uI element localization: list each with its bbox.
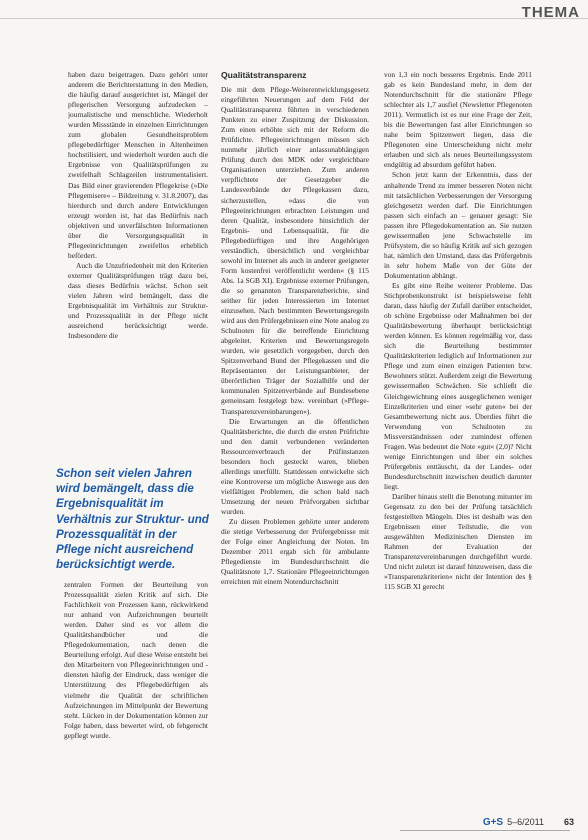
column-3 xyxy=(384,70,532,810)
paragraph: Die mit dem Pflege-Weiterentwicklungsgesetz eingeführten Neuerungen auf dem Feld der Qualitätstransparenz führten in verschiedenen Punkten zu einer Zuspitzung der Diskussion. Zum einen erhöhte sich mit der Reform die Prüfdichte. Pflegeeinrichtungen müssen sich nunmehr jährlich einer anlassunabhängigen Prüfung durch den MDK oder vergleichbare Organisationen unterziehen. Zum anderen verpflichtete der Gesetzgeber die Landesverbände der Pflegekassen dazu, sicherzustellen, »dass die von Pflegeeinrichtungen erbrachten Leistungen und deren Qualität, insbesondere hinsichtlich der Ergebnis- und Lebensqualität, für die Pflegebedürftigen und ihre Angehörigen verständlich, übersichtlich und vergleichbar sowohl im Internet als auch in anderer geeigneter Form kostenfrei veröffentlicht werden« (§ 115 Abs. 1a SGB XI). Ergebnisse externer Prüfungen, die so genannten Transparenzberichte, sind seither für jeden Interessierten im Internet einzusehen. Nach bestimmten Bewertungsregeln wird aus den Prüfergebnissen eine Note analog zu Schulnoten für die betreffende Einrichtung abgeleitet. Kriterien und Bewertungsregeln wurden, wie gesetzlich vorgegeben, durch den Spitzenverband Bund der Pflegekassen und die Repräsentanten der Leistungsanbieter, der überörtlichen Träger der Sozialhilfe und der kommunalen Spitzenverbände auf Bundesebene gemeinsam festgelegt bzw. vereinbart (»Pflege-Transparenzvereinbarungen«). xyxy=(221,85,369,416)
paragraph: haben dazu beigetragen. Dazu gehört unter anderem die Berichterstattung in den Medien, die häufig darauf ausgerichtet ist, Mängel der pflegerischen Versorgung aufzudecken – journalistische und menschliche. Wiederholt wurden Missstände in einzelnen Einrichtungen zum globalen Gesundheitsproblem pflegebedürftiger Menschen in Altenheimen hochstilisiert, und wiederholt wurden auch die Ergebnisse von Qualitätsprüfungen zu zweifelhaft Schlagzeilen instrumentalisiert. Das Bild einer gravierenden Pflegekrise (»Die Pflegemisere« – Bildzeitung v. 31.8.2007), das hierdurch und durch andere Entwicklungen erzeugt worden ist, hat das Bedürfnis nach objektiven und unverfälschten Informationen über die Versorgungsqualität in Pflegeeinrichtungen zweifellos erheblich befördert. xyxy=(68,70,208,260)
paragraph: zentralen Formen der Beurteilung von Prozessqualität zielen Kritik auf sich. Die Fachlichkeit von Prozessen kann, rückwirkend nur anhand von Aufzeichnungen beurteilt werden. Daher sind es vor allem die Qualitätshandbücher und die Pflegedokumentation, nach denen die Beurteilung erfolgt. Auf diese Weise entsteht bei den Mitarbeitern von Pflegeeinrichtungen und -diensten häufig der Eindruck, dass weniger die Unterstützung des Pflegebedürftigen als vielmehr die Qualität der schriftlichen Aufzeichnungen im Mittelpunkt der Bewertung steht. Lücken in der Dokumentation können zur Folge haben, dass bewertet wird, ob fehgerecht gepflegt wurde. xyxy=(64,580,208,740)
column-1-bottom xyxy=(64,580,208,820)
paragraph: Zu diesen Problemen gehörte unter anderem die stetige Verbesserung der Prüfergebnisse mit der Folge einer Angleichung der Noten. Im Dezember 2011 ergab sich für ambulante Pflegedienste im Bundesdurchschnitt die Qualitätsnote 1,7. Stationäre Pflegeeinrichtungen erreichten mit einem Notendurchschnitt xyxy=(221,517,369,587)
section-label: THEMA xyxy=(521,4,580,21)
paragraph: von 1,3 ein noch besseres Ergebnis. Ende 2011 gab es kein Bundesland mehr, in dem der Notendurchschnitt für die stationäre Pflege schlechter als 1,7 ausfiel (Newsletter Pflegenoten 2011). Vermutlich ist es nur eine Frage der Zeit, bis die Bewertungen fast aller Einrichtungen so nahe beim Spitzenwert liegen, dass die Pflegenoten eine Unterscheidung nicht mehr erlauben und sich als neues Beurteilungssystem endgültig ad absurdum geführt haben. xyxy=(384,70,532,170)
column-2 xyxy=(221,70,369,830)
page-number: 63 xyxy=(563,817,574,827)
page-footer xyxy=(483,817,574,828)
pull-quote: Schon seit vielen Jahren wird bemängelt, dass die Ergebnisqualität im Verhältnis zur Struktur- und Prozessqualität in der Pflege nicht ausreichend berücksichtigt werde. xyxy=(56,467,209,572)
paragraph: Es gibt eine Reihe weiterer Probleme. Das Stichprobenkonstrukt ist beispielsweise fehlt daran, dass häufig der Zufall darüber entscheidet, ob schöne Ergebnisse oder Maßnahmen bei der Qualitätsbewertung überhaupt berücksichtigt werden können. Es können regelmäßig vor, dass sich die Beurteilung bestimmter Qualitätskriterien lediglich auf Informationen zur Pflege und zum einen einzigen Patienten bzw. Bewohners stützt. Außerdem zeigt die Bewertung gewissermaßen Schwächen. Sie schließt die Gleichgewichtung eines ausgeglichenen weniger Einzelkriterien und einer »sehr guten« bei der Gesamtbewertung nicht aus. Überdies führt die Verwendung von Schulnoten zu Missverständnissen oder zumindest offenen Fragen. Was bedeutet die Note »gut« (2,0)? Nicht wenige Einrichtungen und über ein solches Prüfergebnis enttäuscht, da der Landes- oder Bundesdurchschnitt inzwischen deutlich darunter liegt. xyxy=(384,280,532,491)
paragraph: Schon jetzt kann der Erkenntnis, dass der anhaltende Trend zu immer besseren Noten nicht mit tatsächlichen Verbesserungen der Versorgung gleichgesetzt werden darf. Die Einrichtungen passen sich einfach an – genauer gesagt: Sie passen ihre Pflegedokumentation an. Sie nutzen gewissermaßen jene Schwachstelle im Prüfsystem, die so häufig Kritik auf sich gezogen hat, nämlich den Umstand, dass das Prüfergebnis in sehr hohem Maße von der Güte der Dokumentation abhängt. xyxy=(384,170,532,280)
issue-number: 5–6/2011 xyxy=(507,817,544,827)
paragraph: Auch die Unzufriedenheit mit den Kriterien externer Qualitätsprüfungen trägt dazu bei, dass dieses Bedürfnis wächst. Schon seit vielen Jahren wird bemängelt, dass die Ergebnisqualität im Verhältnis zur Struktur- und Prozessqualität in der Pflege nicht ausreichend berücksichtigt werde. Insbesondere die xyxy=(68,260,208,341)
header-rule xyxy=(0,18,588,19)
paragraph: Die Erwartungen an die öffentlichen Qualitätsberichte, die durch die ersten Prüfrichte und den damit verbundenen veränderten Ressourcenverbrauch der Prüfinstanzen besonders hoch gesteckt waren, blieben allerdings unerfüllt. Stattdessen entwickelte sich eine Kontroverse um mögliche Auswege aus den vielfältigen Problemen, die schon bald nach Umsetzung der neuen Prüfvorgaben sichtbar wurden. xyxy=(221,416,369,516)
paragraph: Darüber hinaus stellt die Benotung mitunter im Gegensatz zu den bei der Prüfung tatsächlich festgestellten Mängeln. Dies ist deshalb was den Ergebnissen einer Teilstudie, die von ausgewählten Medizinischen Diensten im Rahmen der Evaluation der Transparenzvereinbarungen durchgeführt wurde. Und nicht zuletzt ist darauf hinzuweisen, dass die »Transparenzkriterien« nicht der Intention des § 115 SGB XI gerecht xyxy=(384,491,532,592)
magazine-name: G+S xyxy=(482,817,504,828)
footer-rule xyxy=(400,830,570,831)
column-1-top xyxy=(68,70,208,460)
section-heading: Qualitätstransparenz xyxy=(221,70,307,80)
